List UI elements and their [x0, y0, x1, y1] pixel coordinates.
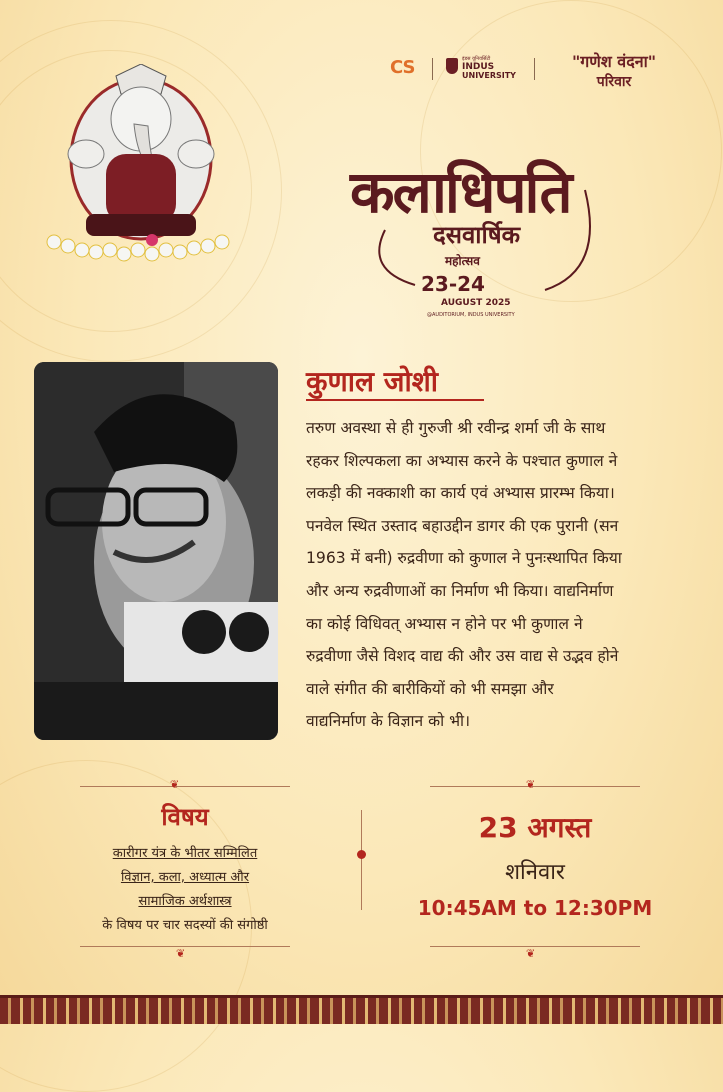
indus-emblem-icon [446, 58, 458, 74]
topic-line: सामाजिक अर्थशास्त्र [138, 894, 232, 909]
ganesh-idol-illustration [46, 64, 236, 274]
ganesh-vandana-logo [540, 52, 688, 92]
speaker-portrait-illustration [34, 362, 278, 740]
event-title-block [345, 150, 595, 330]
logo-separator [432, 58, 433, 80]
schedule-time: 10:45AM to 12:30PM [417, 896, 653, 920]
vertical-divider [361, 810, 362, 910]
divider-ornament-icon: ❦ [176, 947, 186, 960]
university-text: UNIVERSITY [462, 71, 516, 80]
logos-header [388, 52, 688, 102]
indus-text: INDUS [462, 62, 495, 72]
ganesh-vandana-title: "गणेश वंदना" [571, 52, 657, 71]
event-subtitle2: महोत्सव [445, 254, 480, 268]
topic-line: के विषय पर चार सदस्यों की संगोष्ठी [102, 918, 268, 933]
topic-heading: विषय [161, 803, 209, 831]
divider-dot [357, 850, 366, 859]
decorative-bottom-border [0, 995, 723, 1024]
bio-line: तरुण अवस्था से ही गुरुजी श्री रवीन्द्र शर्मा जी के साथ [306, 419, 606, 437]
speaker-name-underline [306, 399, 484, 401]
bio-line: का कोई विधिवत् अभ्यास न होने पर भी कुणाल ने [306, 614, 583, 633]
divider-ornament-icon: ❦ [170, 778, 180, 791]
bio-line: 1963 में बनी) रुद्रवीणा को कुणाल ने पुनःस्थापित किया [306, 549, 622, 568]
bio-line: और अन्य रुद्रवीणाओं का निर्माण भी किया। वाद्यनिर्माण [306, 581, 614, 600]
topic-line: कारीगर यंत्र के भीतर सम्मिलित [112, 846, 258, 861]
speaker-bio [306, 412, 688, 738]
event-subtitle: दसवार्षिक [433, 221, 521, 249]
bio-line: रुद्रवीणा जैसे विशद वाद्य की और उस वाद्य से उद्भव होने [306, 647, 619, 666]
event-month: AUGUST 2025 [441, 298, 511, 308]
bio-line: वाद्यनिर्माण के विज्ञान को भी। [306, 712, 470, 731]
event-title: कलाधिपति [350, 158, 571, 226]
event-dates: 23-24 [421, 272, 485, 296]
logo-separator [534, 58, 535, 80]
bio-line: पनवेल स्थित उस्ताद बहाउद्दीन डागर की एक पुरानी (सन [306, 516, 619, 535]
schedule-date: 23 अगस्त [478, 811, 592, 844]
indus-hindi-text: इंडस यूनिवर्सिटी [462, 56, 491, 62]
topic-description [70, 842, 300, 938]
bio-line: वाले संगीत की बारीकियों को भी समझा और [306, 679, 554, 698]
speaker-name: कुणाल जोशी [306, 365, 439, 398]
cs-logo: CS [390, 57, 415, 78]
bio-line: लकड़ी की नक्काशी का कार्य एवं अभ्यास प्रारम्भ किया। [306, 484, 615, 503]
speaker-photo [34, 362, 278, 740]
schedule-day: शनिवार [505, 860, 565, 885]
divider-ornament-icon: ❦ [526, 778, 536, 791]
divider [80, 786, 290, 787]
divider-ornament-icon: ❦ [526, 947, 536, 960]
bio-line: रहकर शिल्पकला का अभ्यास करने के पश्चात कुणाल ने [306, 451, 618, 470]
ganesh-vandana-subtitle: परिवार [596, 74, 632, 90]
topic-line: विज्ञान, कला, अध्यात्म और [120, 870, 250, 885]
event-venue: @AUDITORIUM, INDUS UNIVERSITY [427, 312, 515, 318]
